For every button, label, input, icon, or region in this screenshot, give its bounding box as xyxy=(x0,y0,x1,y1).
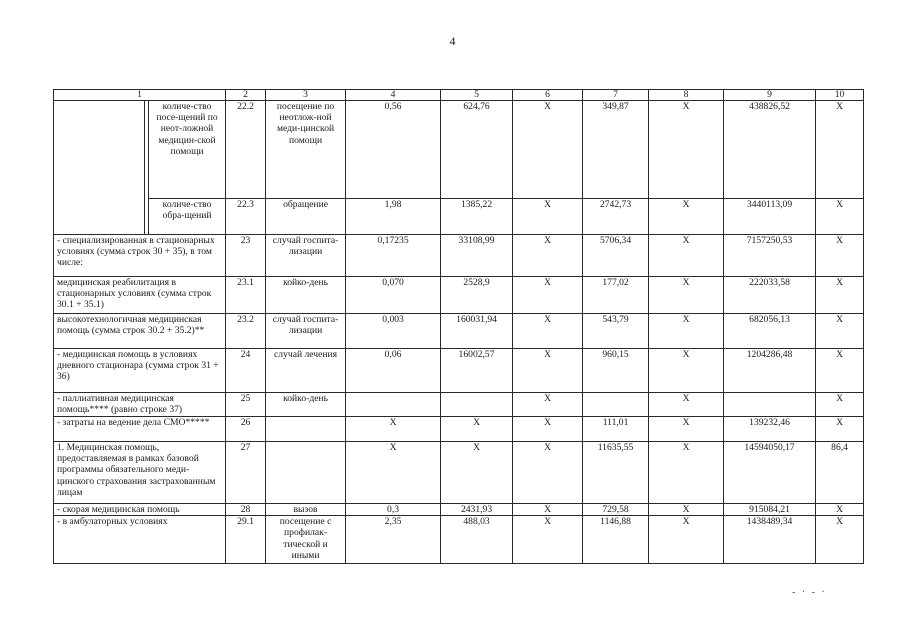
cell-col10: X xyxy=(816,101,864,199)
page-number: 4 xyxy=(449,34,456,48)
cell-col6: X xyxy=(513,393,583,417)
table-row xyxy=(54,349,864,393)
cell-col6: X xyxy=(513,417,583,442)
table-row xyxy=(54,314,864,349)
column-number-row xyxy=(54,90,864,101)
cell-col10: X xyxy=(816,349,864,393)
cell-col5: 2431,93 xyxy=(441,504,513,516)
row-unit: койко-день xyxy=(266,277,346,314)
cell-col6: X xyxy=(513,277,583,314)
row-label: - в амбулаторных условиях xyxy=(54,516,226,564)
cell-col6: X xyxy=(513,199,583,235)
row-label: - медицинская помощь в условиях дневного стационара (сумма строк 31 + 36) xyxy=(54,349,226,393)
table-row xyxy=(54,417,864,442)
cell-col4: 2,35 xyxy=(346,516,441,564)
cell-col4: 0,06 xyxy=(346,349,441,393)
column-header: 9 xyxy=(724,90,816,101)
row-code: 29.1 xyxy=(226,516,266,564)
cell-col4: 1,98 xyxy=(346,199,441,235)
cell-col8: X xyxy=(649,417,724,442)
footer-mark: - · - · xyxy=(792,587,827,598)
cell-col9: 438826,52 xyxy=(724,101,816,199)
row-code: 25 xyxy=(226,393,266,417)
cell-col5 xyxy=(441,393,513,417)
cell-col10: X xyxy=(816,417,864,442)
cell-col9: 1438489,34 xyxy=(724,516,816,564)
cell-col9: 1204286,48 xyxy=(724,349,816,393)
cell-col8: X xyxy=(649,393,724,417)
cell-col9: 3440113,09 xyxy=(724,199,816,235)
cell-col5: 33108,99 xyxy=(441,235,513,277)
cell-col10: 86,4 xyxy=(816,442,864,504)
row-code: 22.2 xyxy=(226,101,266,199)
row-code: 28 xyxy=(226,504,266,516)
row-label: - специализированная в стационарных условиях (сумма строк 30 + 35), в том числе: xyxy=(54,235,226,277)
row-unit: койко-день xyxy=(266,393,346,417)
table-row xyxy=(54,504,864,516)
cell-col4: 0,003 xyxy=(346,314,441,349)
cell-col4: 0,17235 xyxy=(346,235,441,277)
column-header: 2 xyxy=(226,90,266,101)
cell-col7: 729,58 xyxy=(583,504,649,516)
cell-col10: X xyxy=(816,199,864,235)
cell-col10: X xyxy=(816,235,864,277)
cell-col7: 543,79 xyxy=(583,314,649,349)
cell-col6: X xyxy=(513,101,583,199)
column-header: 3 xyxy=(266,90,346,101)
row-code: 27 xyxy=(226,442,266,504)
cell-col7: 960,15 xyxy=(583,349,649,393)
row-label: высокотехнологичная медицинская помощь (сумма строк 30.2 + 35.2)** xyxy=(54,314,226,349)
row-label: - паллиативная медицинская помощь**** (равно строке 37) xyxy=(54,393,226,417)
row-label: - затраты на ведение дела СМО***** xyxy=(54,417,226,442)
table-row xyxy=(54,442,864,504)
cell-col7: 5706,34 xyxy=(583,235,649,277)
column-header: 4 xyxy=(346,90,441,101)
cell-col9: 682056,13 xyxy=(724,314,816,349)
cell-col9: 7157250,53 xyxy=(724,235,816,277)
column-header: 8 xyxy=(649,90,724,101)
row-code: 23.2 xyxy=(226,314,266,349)
table-row xyxy=(54,101,864,199)
row-code: 24 xyxy=(226,349,266,393)
row-unit xyxy=(266,417,346,442)
row-code: 22.3 xyxy=(226,199,266,235)
cell-col8: X xyxy=(649,442,724,504)
column-header: 5 xyxy=(441,90,513,101)
cell-col9 xyxy=(724,393,816,417)
column-header: 10 xyxy=(816,90,864,101)
cell-col6: X xyxy=(513,516,583,564)
cell-col5: X xyxy=(441,417,513,442)
row-code: 23 xyxy=(226,235,266,277)
cell-col10: X xyxy=(816,516,864,564)
cell-col8: X xyxy=(649,314,724,349)
data-table xyxy=(53,89,864,564)
cell-col7: 111,01 xyxy=(583,417,649,442)
cell-col5: X xyxy=(441,442,513,504)
cell-col4: X xyxy=(346,442,441,504)
cell-col10: X xyxy=(816,277,864,314)
row-unit: случай госпита-лизации xyxy=(266,235,346,277)
column-header: 7 xyxy=(583,90,649,101)
cell-col9: 14594050,17 xyxy=(724,442,816,504)
row-label: количе-ство обра-щений xyxy=(149,199,226,235)
cell-col5: 16002,57 xyxy=(441,349,513,393)
cell-col7 xyxy=(583,393,649,417)
table-row xyxy=(54,277,864,314)
row-label: 1. Медицинская помощь, предоставляемая в рамках базовой программы обязательного меди-цинского страхования застрахованным лицам xyxy=(54,442,226,504)
cell-col6: X xyxy=(513,235,583,277)
cell-col8: X xyxy=(649,349,724,393)
cell-col4: X xyxy=(346,417,441,442)
cell-col6: X xyxy=(513,314,583,349)
cell-col4 xyxy=(346,393,441,417)
cell-col5: 488,03 xyxy=(441,516,513,564)
cell-col8: X xyxy=(649,516,724,564)
cell-col4: 0,3 xyxy=(346,504,441,516)
table-row xyxy=(54,199,864,235)
cell-col8: X xyxy=(649,277,724,314)
row-label: - скорая медицинская помощь xyxy=(54,504,226,516)
cell-col7: 177,02 xyxy=(583,277,649,314)
table-row xyxy=(54,235,864,277)
row-unit: посещение по неотлож-ной меди-цинской помощи xyxy=(266,101,346,199)
cell-col5: 2528,9 xyxy=(441,277,513,314)
cell-col9: 915084,21 xyxy=(724,504,816,516)
column-header: 6 xyxy=(513,90,583,101)
cell-col10: X xyxy=(816,314,864,349)
column-header: 1 xyxy=(54,90,226,101)
row-unit xyxy=(266,442,346,504)
row-unit: вызов xyxy=(266,504,346,516)
cell-col6: X xyxy=(513,349,583,393)
cell-col7: 11635,55 xyxy=(583,442,649,504)
table-row xyxy=(54,516,864,564)
row-label: медицинская реабилитация в стационарных условиях (сумма строк 30.1 + 35.1) xyxy=(54,277,226,314)
table-row xyxy=(54,393,864,417)
cell-col5: 1385,22 xyxy=(441,199,513,235)
cell-col10: X xyxy=(816,393,864,417)
cell-col7: 2742,73 xyxy=(583,199,649,235)
cell-col8: X xyxy=(649,235,724,277)
cell-col8: X xyxy=(649,101,724,199)
cell-col10: X xyxy=(816,504,864,516)
row-unit: обращение xyxy=(266,199,346,235)
cell-col8: X xyxy=(649,504,724,516)
cell-col9: 139232,46 xyxy=(724,417,816,442)
cell-col4: 0,56 xyxy=(346,101,441,199)
row-unit: случай лечения xyxy=(266,349,346,393)
cell-col7: 349,87 xyxy=(583,101,649,199)
cell-col6: X xyxy=(513,442,583,504)
cell-col9: 222033,58 xyxy=(724,277,816,314)
row-label: количе-ство посе-щений по неот-ложной медицин-ской помощи xyxy=(149,101,226,199)
cell-col5: 160031,94 xyxy=(441,314,513,349)
cell-col4: 0,070 xyxy=(346,277,441,314)
merged-blank-cell xyxy=(54,101,145,235)
cell-col5: 624,76 xyxy=(441,101,513,199)
row-code: 26 xyxy=(226,417,266,442)
row-unit: случай госпита-лизации xyxy=(266,314,346,349)
row-code: 23.1 xyxy=(226,277,266,314)
cell-col8: X xyxy=(649,199,724,235)
row-unit: посещение с профилак-тической и иными xyxy=(266,516,346,564)
cell-col7: 1146,88 xyxy=(583,516,649,564)
cell-col6: X xyxy=(513,504,583,516)
